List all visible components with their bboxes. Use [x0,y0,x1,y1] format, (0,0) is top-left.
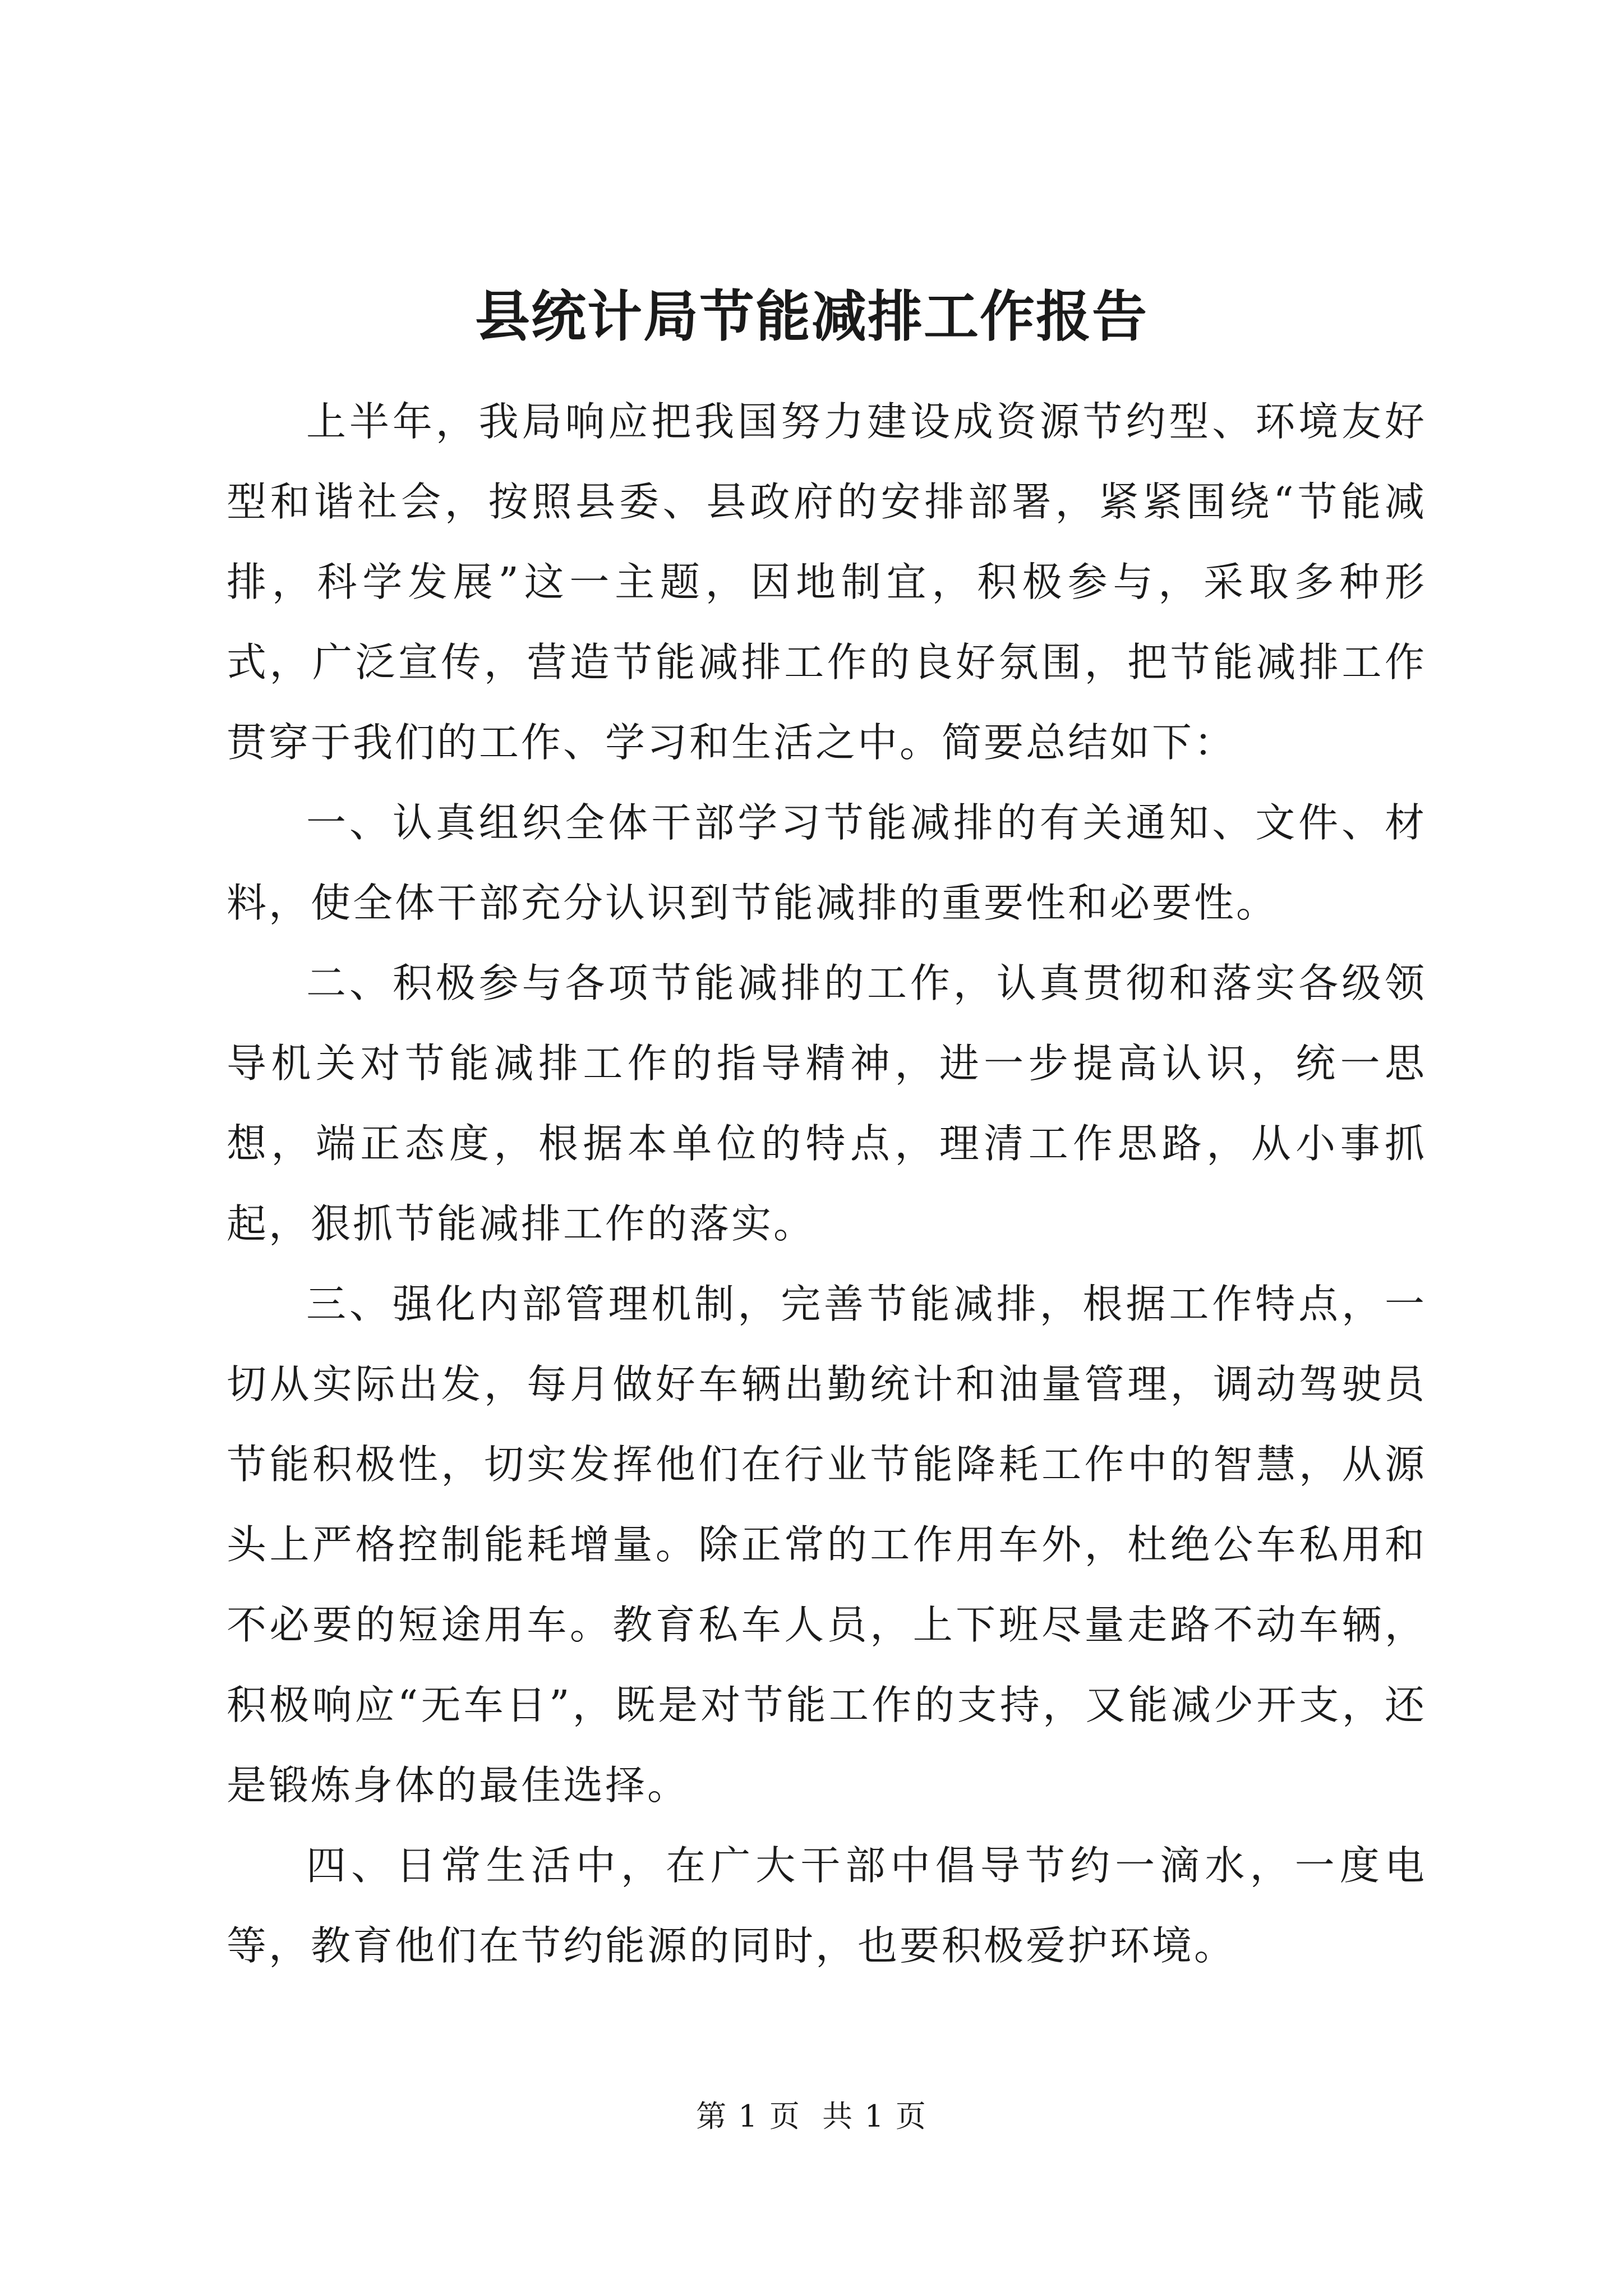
document-title: 县统计局节能减排工作报告 [474,284,1148,349]
paragraph-intro: 上半年，我局响应把我国努力建设成资源节约型、环境友好型和谐社会，按照县委、县政府的安排部署，紧紧围绕“节能减排，科学发展”这一主题，因地制宜，积极参与，采取多种形式，广泛宣传，营造节能减排工作的良好氛围，把节能减排工作贯穿于我们的工作、学习和生活之中。简要总结如下： [227,398,1427,766]
paragraph-item-2: 二、积极参与各项节能减排的工作，认真贯彻和落实各级领导机关对节能减排工作的指导精神，进一步提高认识，统一思想，端正态度，根据本单位的特点，理清工作思路，从小事抓起，狠抓节能减排工作的落实。 [227,960,1427,1247]
paragraph-item-4: 四、日常生活中，在广大干部中倡导节约一滴水，一度电等，教育他们在节约能源的同时，也要积极爱护环境。 [227,1842,1427,1969]
document-body [227,381,1427,1986]
paragraph-item-3: 三、强化内部管理机制，完善节能减排，根据工作特点，一切从实际出发，每月做好车辆出勤统计和油量管理，调动驾驶员节能积极性，切实发挥他们在行业节能降耗工作中的智慧，从源头上严格控制能耗增量。除正常的工作用车外，杜绝公车私用和不必要的短途用车。教育私车人员，上下班尽量走路不动车辆，积极响应“无车日”，既是对节能工作的支持，又能减少开支，还是锻炼身体的最佳选择。 [227,1281,1427,1809]
page-footer [0,2097,1623,2136]
page-number-label: 第 1 页 共 1 页 [696,2099,927,2134]
paragraph-item-1: 一、认真组织全体干部学习节能减排的有关通知、文件、材料，使全体干部充分认识到节能减排的重要性和必要性。 [227,799,1427,926]
